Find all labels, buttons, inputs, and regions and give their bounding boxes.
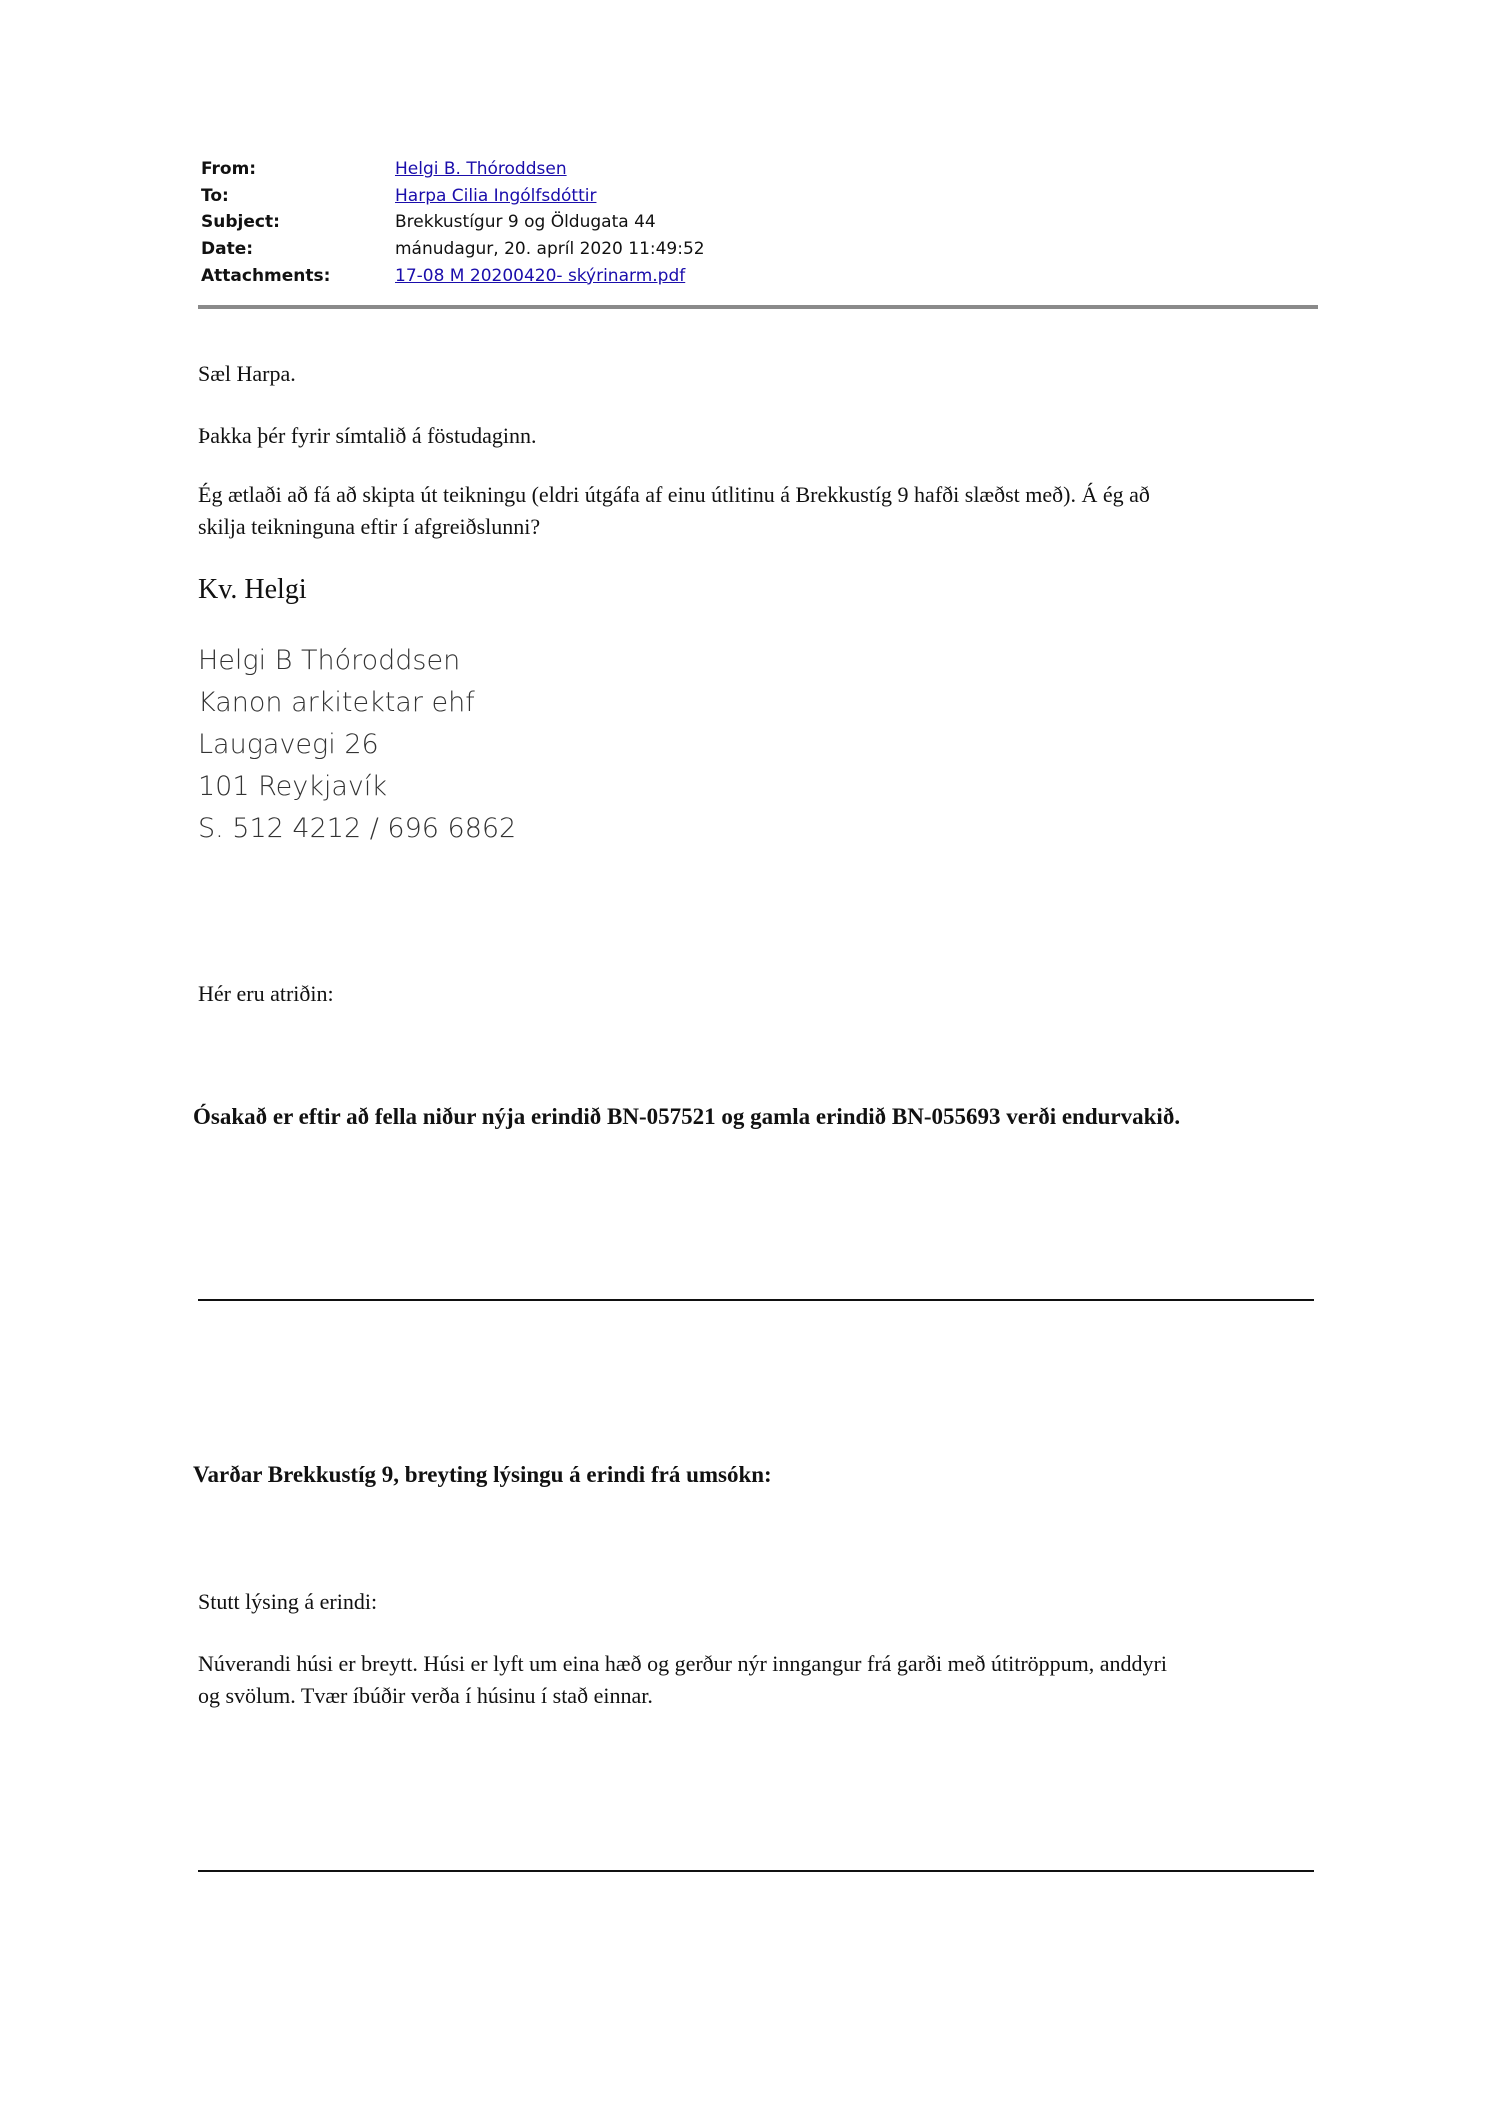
subject-label: Subject: <box>201 212 280 233</box>
signature-company: Kanon arkitektar ehf <box>198 687 475 718</box>
date-label: Date: <box>201 239 254 260</box>
short-description-label: Stutt lýsing á erindi: <box>198 1589 378 1614</box>
paragraph-line-2: skilja teikninguna eftir í afgreiðslunni? <box>198 514 541 539</box>
date-value: mánudagur, 20. apríl 2020 11:49:52 <box>395 239 705 260</box>
request-statement: Ósakað er eftir að fella niður nýja erindið BN-057521 og gamla erindið BN-055693 verði endurvakið. <box>193 1104 1181 1129</box>
description-line-1: Núverandi húsi er breytt. Húsi er lyft um eina hæð og gerður nýr inngangur frá garði með útitröppum, anddyri <box>198 1651 1167 1676</box>
signature-phone: S. 512 4212 / 696 6862 <box>198 813 517 844</box>
section-heading: Varðar Brekkustíg 9, breyting lýsingu á erindi frá umsókn: <box>193 1462 772 1487</box>
signature-street: Laugavegi 26 <box>198 729 379 760</box>
description-line-2: og svölum. Tvær íbúðir verða í húsinu í stað einnar. <box>198 1683 653 1708</box>
divider-2 <box>198 1870 1314 1872</box>
subject-value: Brekkustígur 9 og Öldugata 44 <box>395 212 656 233</box>
closing: Kv. Helgi <box>198 574 307 605</box>
greeting: Sæl Harpa. <box>198 361 296 386</box>
to-label: To: <box>201 185 229 206</box>
from-row <box>201 156 1321 183</box>
signature-city: 101 Reykjavík <box>198 771 388 802</box>
divider-1 <box>198 1299 1314 1301</box>
subject-row <box>201 209 1321 236</box>
from-link[interactable]: Helgi B. Thóroddsen <box>395 159 567 180</box>
email-header <box>201 156 1321 289</box>
items-intro: Hér eru atriðin: <box>198 981 334 1006</box>
thanks-line: Þakka þér fyrir símtalið á föstudaginn. <box>198 423 537 448</box>
header-divider <box>198 305 1318 309</box>
to-row <box>201 183 1321 210</box>
date-row <box>201 236 1321 263</box>
from-label: From: <box>201 159 257 180</box>
paragraph-line-1: Ég ætlaði að fá að skipta út teikningu (eldri útgáfa af einu útlitinu á Brekkustíg 9 hafði slæðst með). Á ég að <box>198 482 1150 507</box>
attachment-link[interactable]: 17-08 M 20200420- skýrinarm.pdf <box>395 265 686 286</box>
to-link[interactable]: Harpa Cilia Ingólfsdóttir <box>395 185 597 206</box>
signature-name: Helgi B Thóroddsen <box>198 645 461 676</box>
attachments-label: Attachments: <box>201 265 331 286</box>
attachments-row <box>201 262 1321 289</box>
